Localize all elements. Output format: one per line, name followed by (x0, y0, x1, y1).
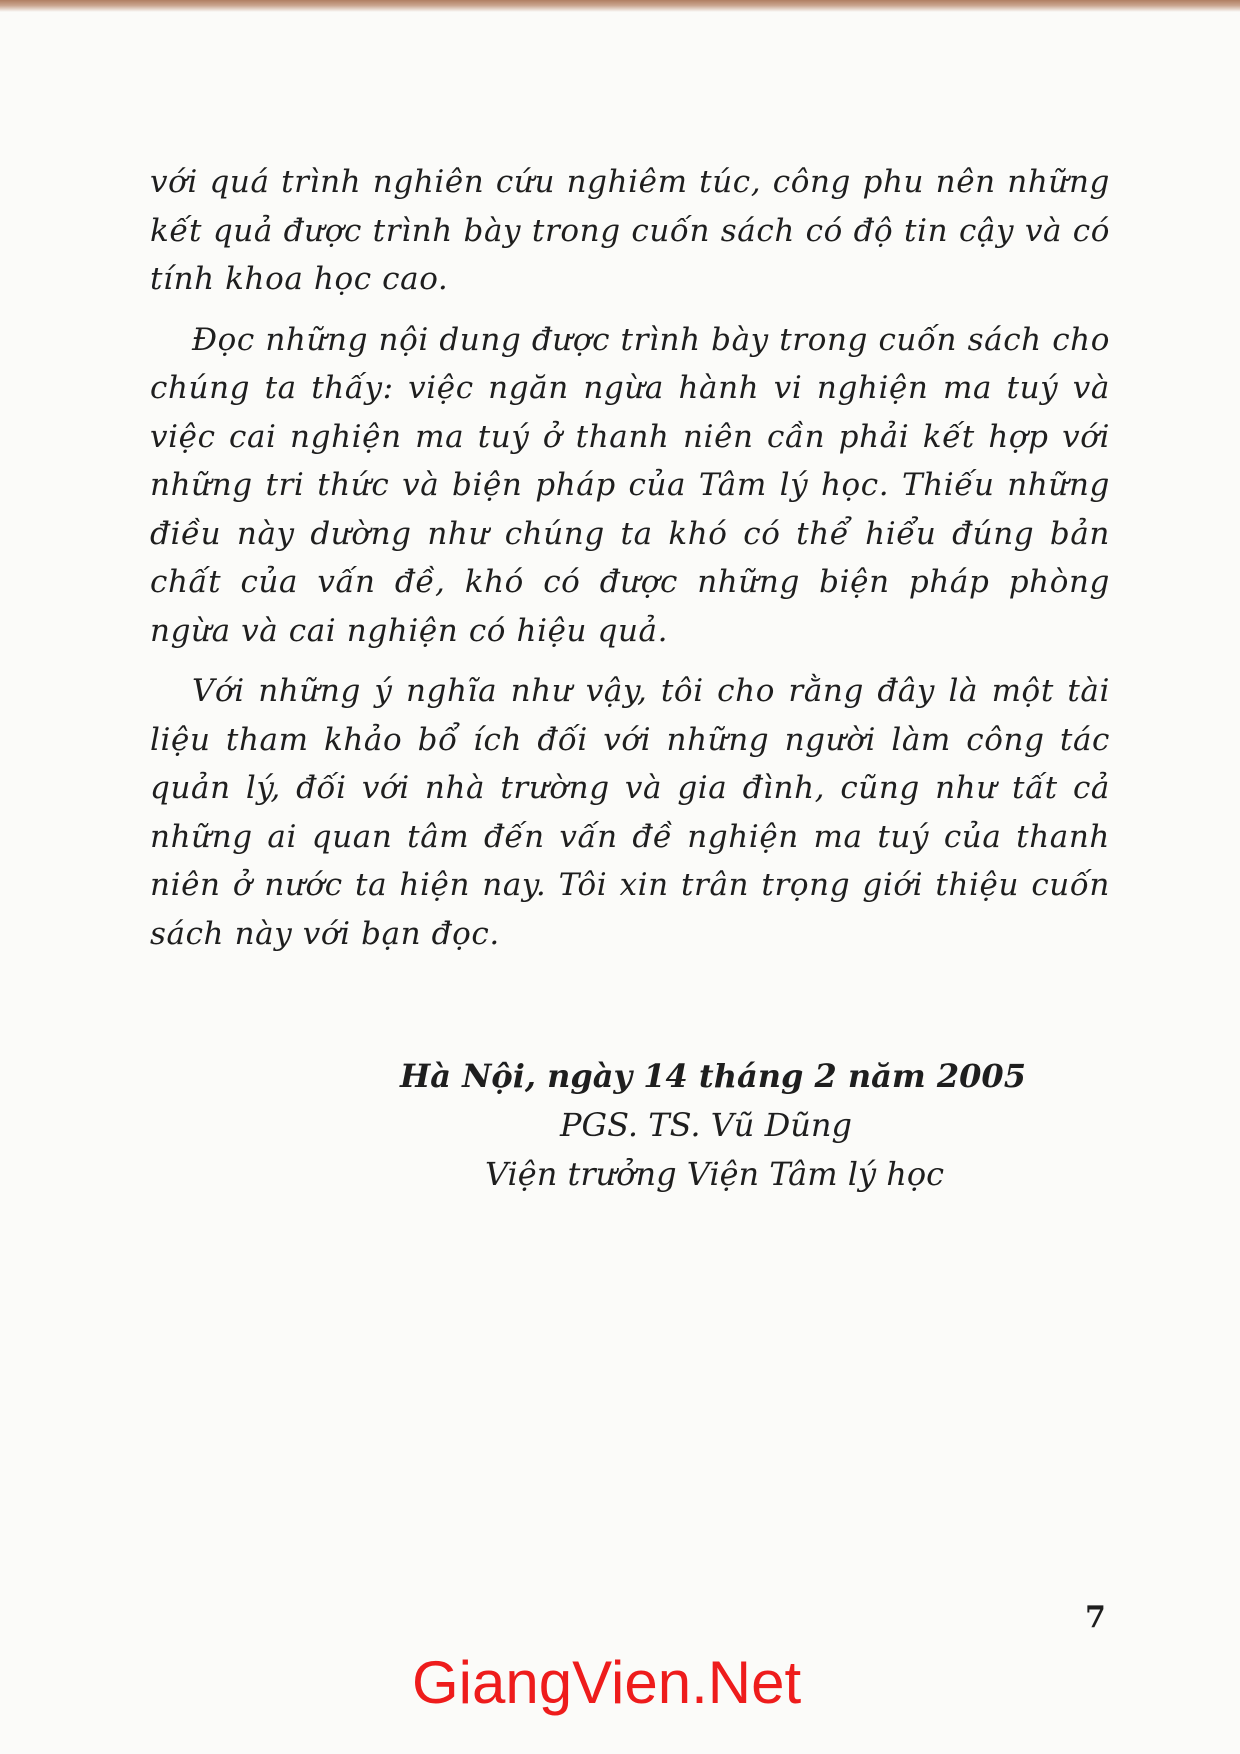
signature-block (400, 1052, 1100, 1199)
signature-title: Viện trưởng Viện Tâm lý học (485, 1155, 945, 1193)
paragraph-1: với quá trình nghiên cứu nghiêm túc, công phu nên những kết quả được trình bày trong cuốn sách có độ tin cậy và có tính khoa học cao. (150, 164, 1110, 297)
body-text (150, 158, 1110, 970)
watermark-text: GiangVien.Net (412, 1649, 802, 1716)
paragraph-2: Đọc những nội dung được trình bày trong cuốn sách cho chúng ta thấy: việc ngăn ngừa hành vi nghiện ma tuý và việc cai nghiện ma tuý ở thanh niên cần phải kết hợp với những tri thức và biện pháp của Tâm lý học. Thiếu những điều này dường như chúng ta khó có thể hiểu đúng bản chất của vấn đề, khó có được những biện pháp phòng ngừa và cai nghiện có hiệu quả. (150, 321, 1110, 649)
signature-place-date: Hà Nội, ngày 14 tháng 2 năm 2005 (400, 1057, 1026, 1095)
paragraph-3: Với những ý nghĩa như vậy, tôi cho rằng đây là một tài liệu tham khảo bổ ích đối với những người làm công tác quản lý, đối với nhà trường và gia đình, cũng như tất cả những ai quan tâm đến vấn đề nghiện ma tuý của thanh niên ở nước ta hiện nay. Tôi xin trân trọng giới thiệu cuốn sách này với bạn đọc. (150, 673, 1110, 952)
page-number: 7 (1085, 1600, 1106, 1635)
signature-author: PGS. TS. Vũ Dũng (560, 1106, 852, 1144)
page-top-edge (0, 0, 1240, 12)
